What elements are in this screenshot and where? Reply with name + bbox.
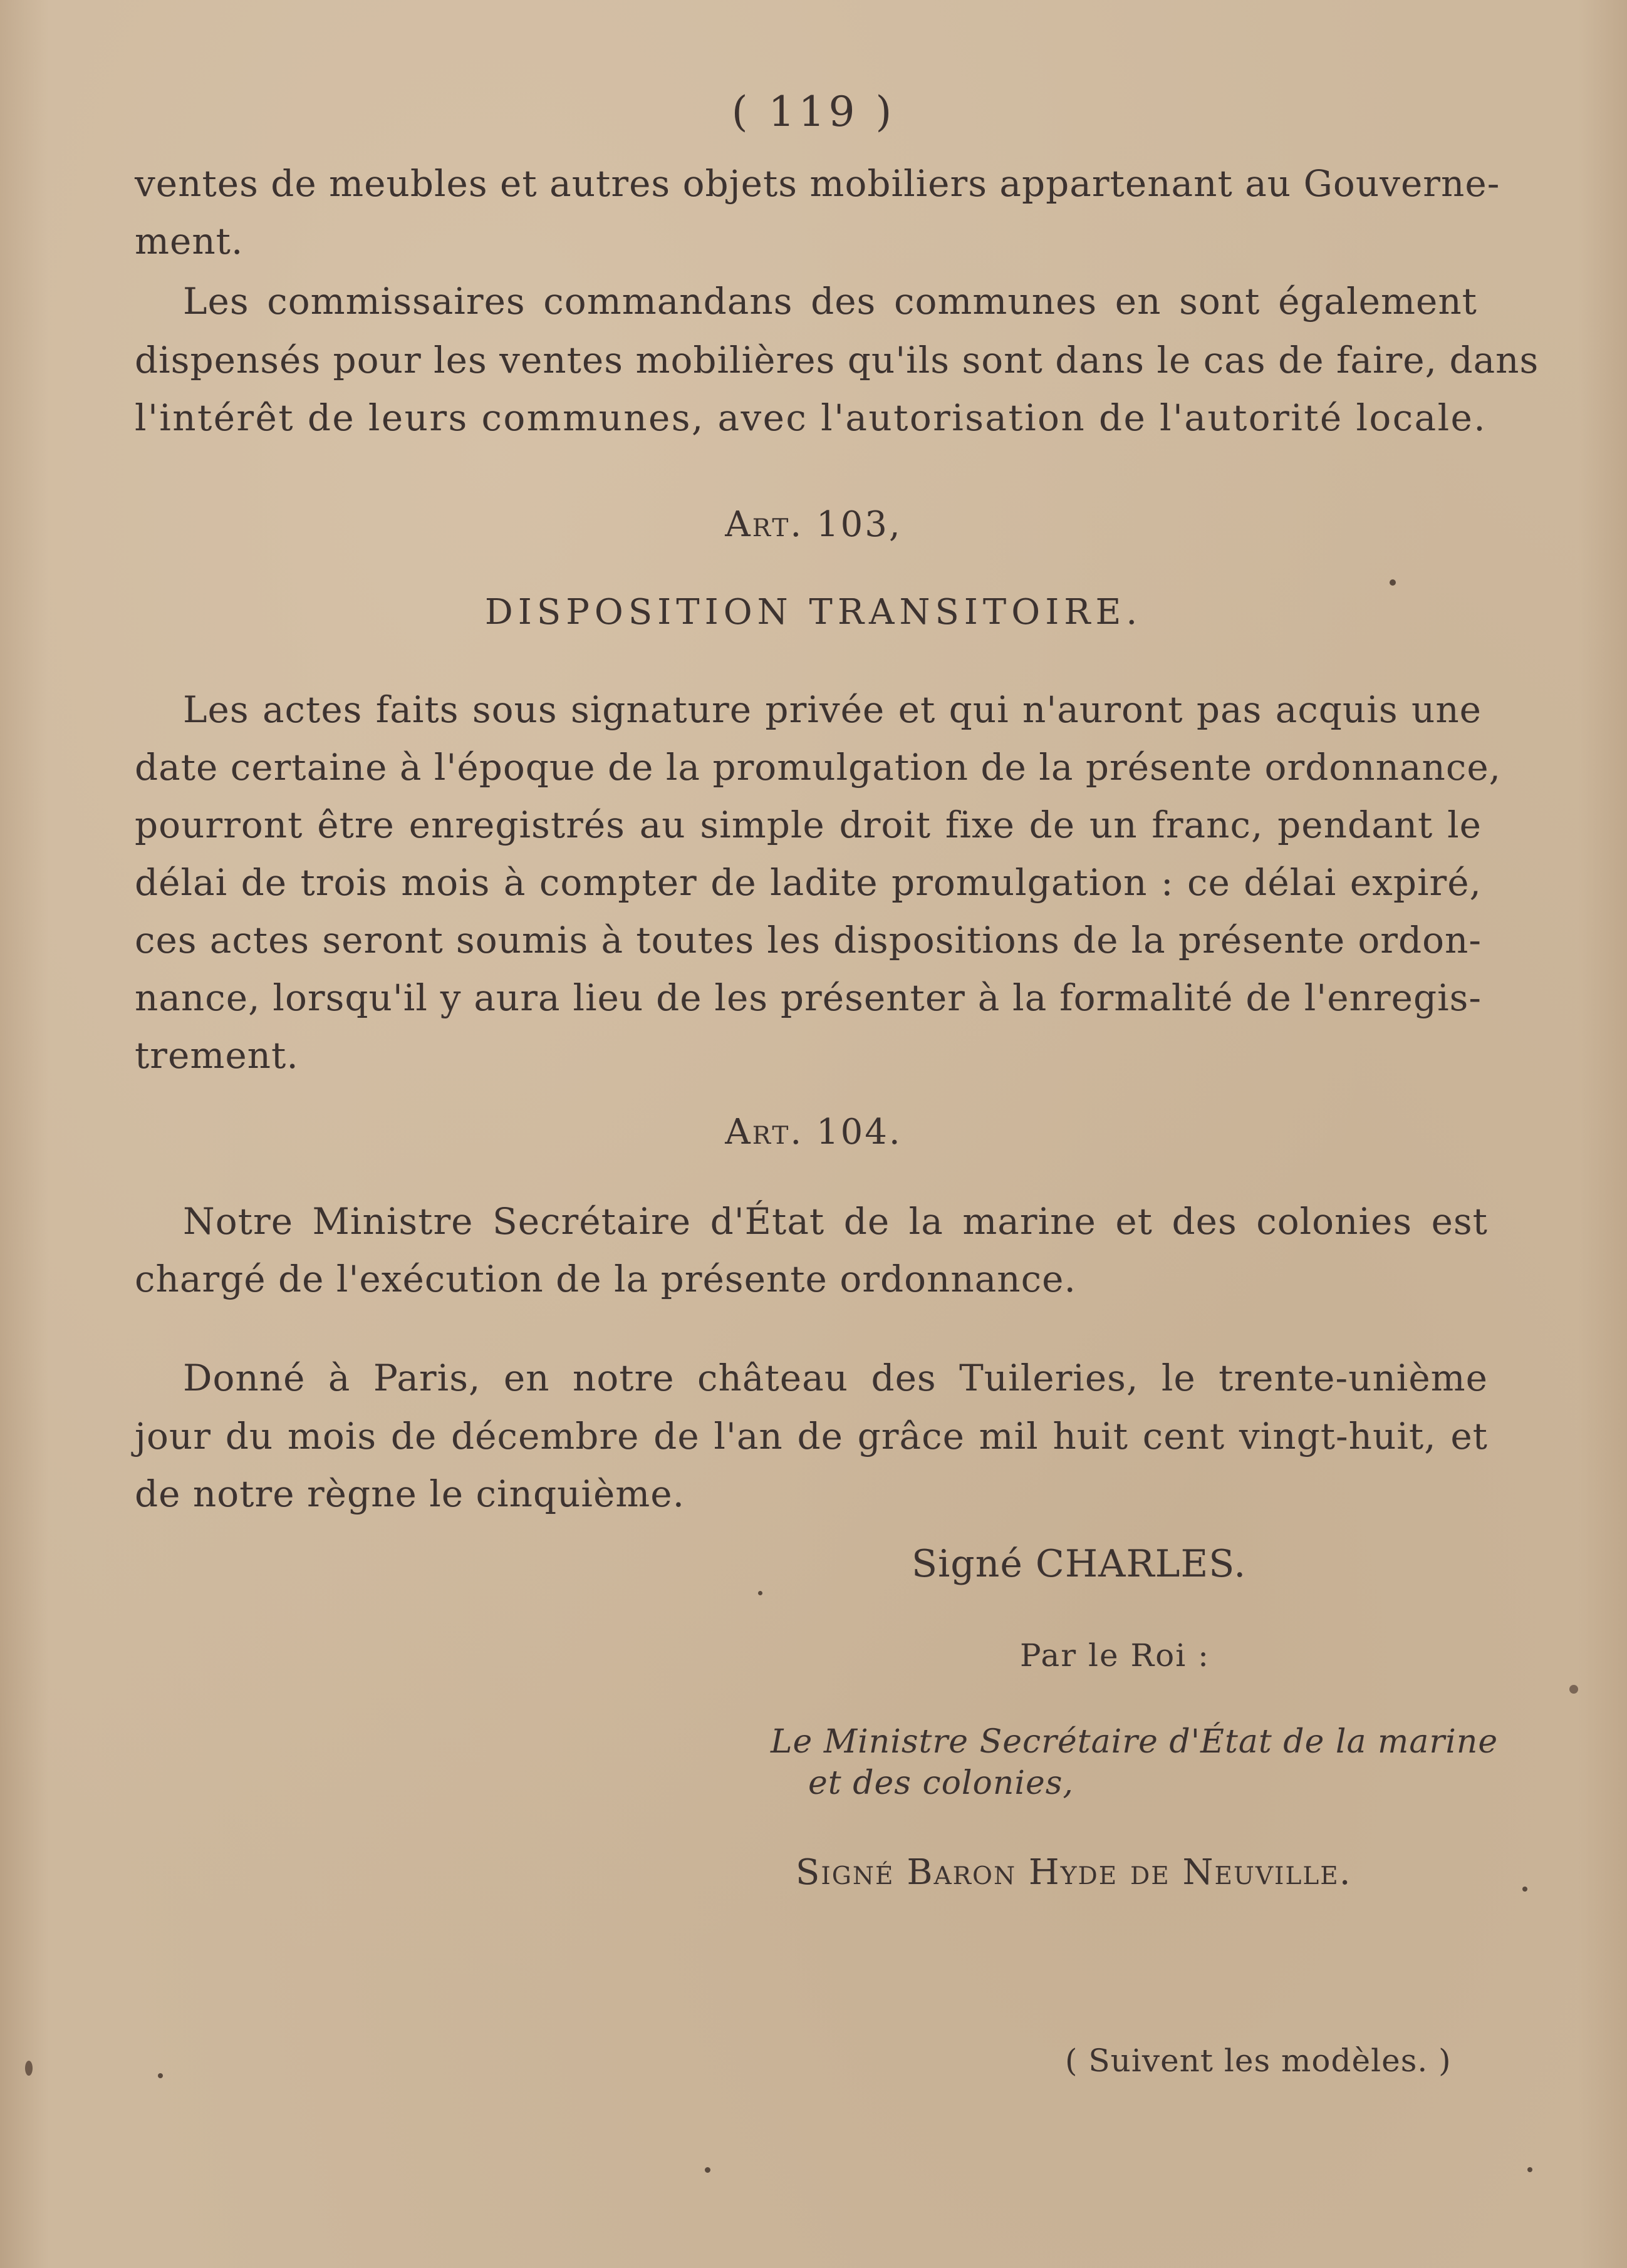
article-104-label: Art. 104. [725, 1112, 902, 1152]
signature-charles: Signé CHARLES. [912, 1542, 1247, 1586]
section-heading: DISPOSITION TRANSITOIRE. [484, 592, 1143, 633]
article-103-label: Art. 103, [725, 504, 902, 545]
text-line: date certaine à l'époque de la promulgation de la présente ordonnance, [135, 746, 1502, 789]
text-line: pourront être enregistrés au simple droit fixe de un franc, pendant le [135, 804, 1482, 846]
text-line: trement. [135, 1034, 299, 1077]
text-line: délai de trois mois à compter de ladite promulgation : ce délai expiré, [135, 861, 1482, 904]
text-line: Notre Ministre Secrétaire d'État de la marine et des colonies est [183, 1200, 1488, 1243]
text-line: dispensés pour les ventes mobilières qu'ils sont dans le cas de faire, dans [135, 339, 1539, 381]
text-line: ces actes seront soumis à toutes les dispositions de la présente ordon- [135, 919, 1482, 961]
page-number: ( 119 ) [731, 88, 896, 136]
signature-hyde-de-neuville: Signé Baron Hyde de Neuville. [796, 1852, 1352, 1893]
footer-note: ( Suivent les modèles. ) [1065, 2043, 1452, 2079]
paper-speck [1390, 579, 1396, 586]
article-103-heading [0, 504, 1627, 545]
text-line: l'intérêt de leurs communes, avec l'autorisation de l'autorité locale. [135, 396, 1487, 439]
text-line: jour du mois de décembre de l'an de grâce mil huit cent vingt-huit, et [135, 1415, 1488, 1458]
text-line: ment. [135, 220, 244, 262]
text-line: Les commissaires commandans des communes en sont également [183, 280, 1477, 323]
text-line: ventes de meubles et autres objets mobiliers appartenant au Gouverne- [135, 162, 1500, 205]
paper-speck [25, 2061, 33, 2076]
paper-speck [758, 1591, 762, 1595]
minister-title-line1: Le Ministre Secrétaire d'État de la marine [771, 1723, 1499, 1761]
paper-speck [705, 2167, 710, 2173]
minister-title-line2: et des colonies, [808, 1764, 1074, 1802]
par-le-roi: Par le Roi : [1020, 1637, 1210, 1674]
paper-speck [158, 2073, 163, 2078]
text-line: Les actes faits sous signature privée et qui n'auront pas acquis une [183, 688, 1482, 731]
paper-speck [1569, 1685, 1578, 1694]
paper-speck [1522, 1887, 1527, 1892]
text-line: Donné à Paris, en notre château des Tuileries, le trente-unième [183, 1357, 1488, 1399]
paper-speck [1527, 2167, 1532, 2172]
text-line: nance, lorsqu'il y aura lieu de les présenter à la formalité de l'enregis- [135, 976, 1482, 1019]
text-line: de notre règne le cinquième. [135, 1473, 685, 1515]
text-line: chargé de l'exécution de la présente ordonnance. [135, 1258, 1076, 1300]
article-104-heading [0, 1112, 1627, 1152]
